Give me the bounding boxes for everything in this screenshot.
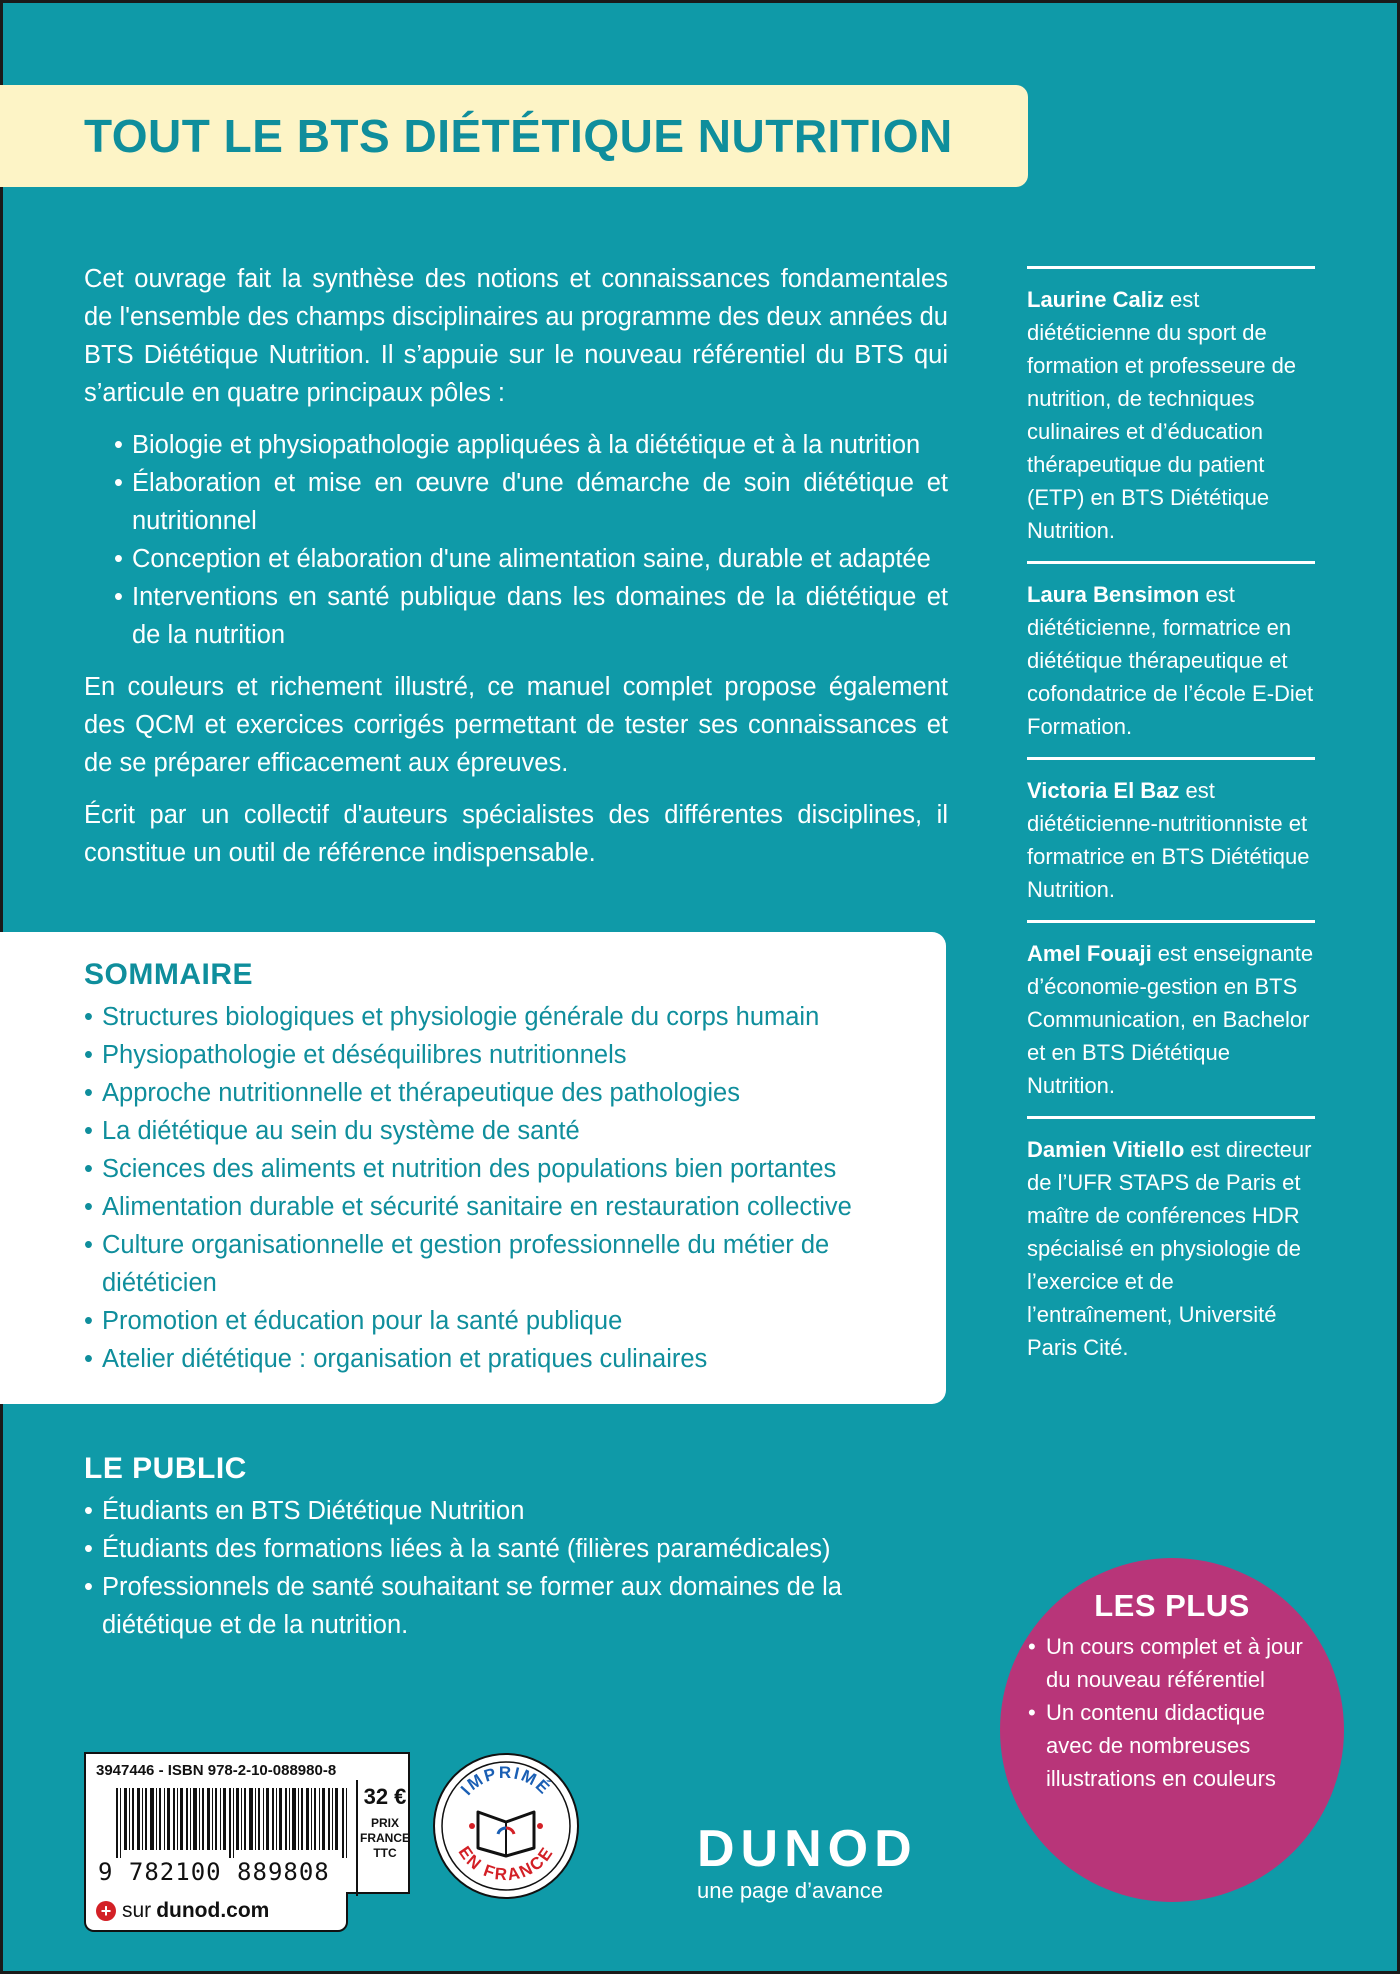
intro-paragraph-3: Écrit par un collectif d'auteurs spécialistes des différentes disciplines, il constitue un outil de référence indispensable.: [84, 801, 948, 867]
author-entry: [1027, 561, 1315, 757]
title-banner: [0, 85, 1028, 187]
price-note-line: PRIX: [370, 1816, 399, 1830]
author-entry: [1027, 757, 1315, 920]
plus-item: • Un contenu didactique avec de nombreuses illustrations en couleurs: [1028, 1696, 1316, 1795]
sommaire-item: • Approche nutritionnelle et thérapeutique des pathologies: [84, 1074, 916, 1112]
site-prefix: sur: [122, 1899, 152, 1922]
price-note-line: FRANCE: [360, 1831, 410, 1845]
seal-top-text: IMPRIMÉ: [457, 1763, 555, 1799]
author-name: Victoria El Baz: [1027, 778, 1180, 803]
author-entry: [1027, 266, 1315, 561]
plus-circle-icon: +: [96, 1901, 116, 1921]
website-link[interactable]: [84, 1892, 348, 1932]
author-bio: est diététicienne du sport de formation et professeure de nutrition, de techniques culinaires et d’éducation thérapeutique du patient (ETP) en BTS Diététique Nutrition.: [1027, 287, 1297, 543]
sommaire-item: • Promotion et éducation pour la santé publique: [84, 1302, 916, 1340]
sommaire-item: • Culture organisationnelle et gestion professionnelle du métier de diététicien: [84, 1226, 916, 1302]
isbn-line: 3947446 - ISBN 978-2-10-088980-8: [96, 1762, 337, 1779]
site-domain: dunod.com: [156, 1899, 270, 1922]
barcode-digits: 9 782100 889808: [98, 1858, 330, 1886]
public-heading: LE PUBLIC: [84, 1452, 247, 1485]
sommaire-item: • Sciences des aliments et nutrition des populations bien portantes: [84, 1150, 916, 1188]
author-name: Damien Vitiello: [1027, 1137, 1185, 1162]
price-note-line: TTC: [373, 1846, 397, 1860]
publisher-logo: [697, 1822, 918, 1904]
barcode-block: [84, 1752, 410, 1894]
plus-list: [1028, 1630, 1316, 1795]
sommaire-list: [84, 998, 916, 1378]
barcode-icon: [116, 1788, 352, 1858]
dunod-logo: DUNOD: [697, 1820, 918, 1878]
author-bio: est diététicienne, formatrice en diététique thérapeutique et cofondatrice de l’école E-Diet Formation.: [1027, 582, 1314, 739]
public-list: [84, 1492, 904, 1644]
author-bio: est enseignante d’économie-gestion en BTS Communication, en Bachelor et en BTS Diététique Nutrition.: [1027, 941, 1314, 1098]
author-entry: [1027, 920, 1315, 1116]
imprime-en-france-seal-icon: [432, 1752, 580, 1900]
publisher-tagline: une page d’avance: [697, 1878, 883, 1903]
author-name: Laurine Caliz: [1027, 287, 1164, 312]
author-entry: [1027, 1116, 1315, 1378]
price: 32 €: [363, 1784, 407, 1809]
author-bio: est directeur de l’UFR STAPS de Paris et maître de conférences HDR spécialisé en physiologie de l’exercice et de l’entraînement, Université Paris Cité.: [1027, 1137, 1312, 1360]
public-item: • Étudiants en BTS Diététique Nutrition: [84, 1492, 904, 1530]
sommaire-item: • Structures biologiques et physiologie générale du corps humain: [84, 998, 916, 1036]
intro-paragraph-2: En couleurs et richement illustré, ce manuel complet propose également des QCM et exercices corrigés permettant de tester ses connaissances et de se préparer efficacement aux épreuves.: [84, 673, 948, 777]
author-name: Laura Bensimon: [1027, 582, 1200, 607]
plus-item: • Un cours complet et à jour du nouveau référentiel: [1028, 1630, 1316, 1696]
sommaire-panel: [0, 932, 946, 1404]
sommaire-item: • Atelier diététique : organisation et pratiques culinaires: [84, 1340, 916, 1378]
price-note: [358, 1816, 412, 1861]
sommaire-heading: SOMMAIRE: [84, 958, 253, 991]
authors-column: [1027, 266, 1315, 1378]
plus-heading: LES PLUS: [1094, 1588, 1250, 1623]
public-item: • Étudiants des formations liées à la santé (filières paramédicales): [84, 1530, 904, 1568]
sommaire-item: • Physiopathologie et déséquilibres nutritionnels: [84, 1036, 916, 1074]
price-box: [356, 1780, 412, 1896]
pole-item: • Interventions en santé publique dans les domaines de la diététique et de la nutrition: [114, 578, 948, 654]
sommaire-item: • Alimentation durable et sécurité sanitaire en restauration collective: [84, 1188, 916, 1226]
author-name: Amel Fouaji: [1027, 941, 1152, 966]
public-item: • Professionnels de santé souhaitant se former aux domaines de la diététique et de la nutrition.: [84, 1568, 904, 1644]
intro-text: [84, 260, 948, 886]
pole-item: • Biologie et physiopathologie appliquées à la diététique et à la nutrition: [114, 426, 948, 464]
author-bio: est diététicienne-nutritionniste et formatrice en BTS Diététique Nutrition.: [1027, 778, 1310, 902]
pole-item: • Conception et élaboration d'une alimentation saine, durable et adaptée: [114, 540, 948, 578]
intro-paragraph-1: Cet ouvrage fait la synthèse des notions et connaissances fondamentales de l'ensemble des champs disciplinaires au programme des deux années du BTS Diététique Nutrition. Il s’appuie sur le nouveau référentiel du BTS qui s’articule en quatre principaux pôles :: [84, 265, 948, 407]
public-section: [84, 1452, 904, 1644]
poles-list: [114, 426, 948, 654]
pole-item: • Élaboration et mise en œuvre d'une démarche de soin diététique et nutritionnel: [114, 464, 948, 540]
seal-bottom-text: EN FRANCE: [454, 1842, 558, 1885]
book-title: TOUT LE BTS DIÉTÉTIQUE NUTRITION: [84, 110, 953, 162]
sommaire-item: • La diététique au sein du système de santé: [84, 1112, 916, 1150]
les-plus-circle: [1000, 1558, 1344, 1902]
